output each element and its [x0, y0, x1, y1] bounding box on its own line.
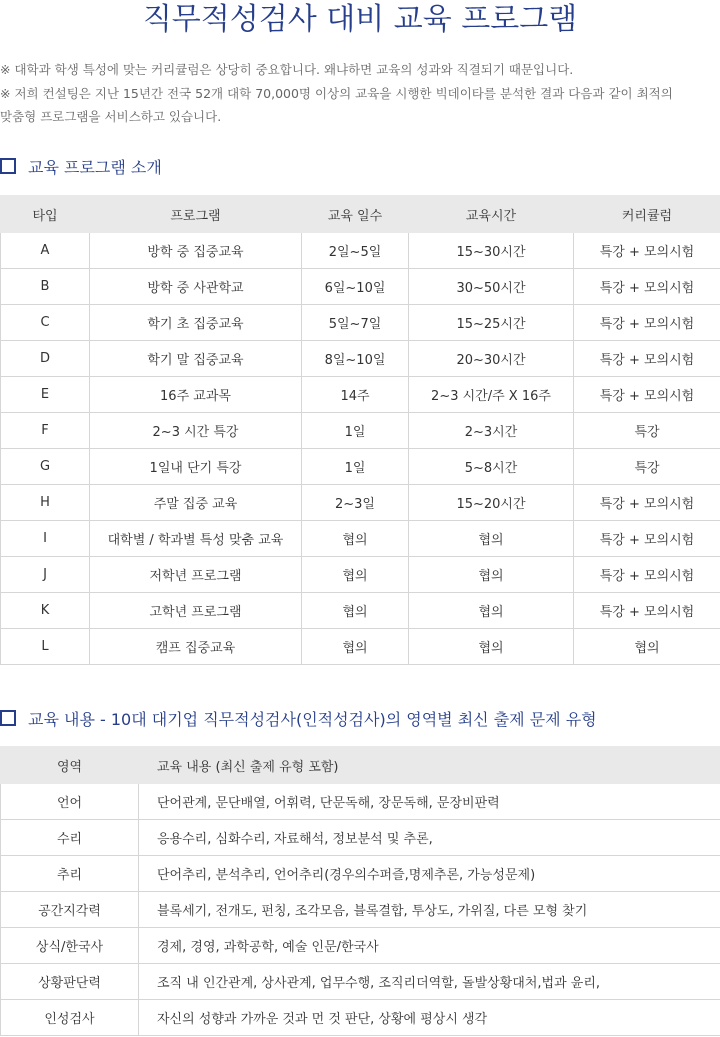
table-cell: 1일내 단기 특강 — [90, 449, 302, 485]
column-header: 교육시간 — [409, 196, 574, 233]
table-cell: 30~50시간 — [409, 269, 574, 305]
table-cell: 저학년 프로그램 — [90, 557, 302, 593]
table-cell: A — [1, 233, 90, 269]
table-row — [1, 964, 720, 1000]
table-cell: 특강 + 모의시험 — [574, 521, 720, 557]
table-cell: 특강 + 모의시험 — [574, 377, 720, 413]
section-title: 교육 프로그램 소개 — [28, 157, 162, 177]
table-cell: 협의 — [302, 629, 409, 665]
table-cell: 고학년 프로그램 — [90, 593, 302, 629]
table-cell: 2~3시간 — [409, 413, 574, 449]
table-cell: 20~30시간 — [409, 341, 574, 377]
table-cell: 블록세기, 전개도, 펀칭, 조각모음, 블록결합, 투상도, 가위질, 다른 모형 찾기 — [139, 892, 720, 928]
table-row — [1, 1000, 720, 1036]
table-cell: 특강 + 모의시험 — [574, 593, 720, 629]
table-cell: 학기 말 집중교육 — [90, 341, 302, 377]
table-cell: 2~3 시간/주 X 16주 — [409, 377, 574, 413]
table-cell: 특강 + 모의시험 — [574, 233, 720, 269]
table-cell: C — [1, 305, 90, 341]
table-cell: 15~30시간 — [409, 233, 574, 269]
table-cell: 단어추리, 분석추리, 언어추리(경우의수퍼즐,명제추론, 가능성문제) — [139, 856, 720, 892]
column-header: 프로그램 — [90, 196, 302, 233]
section-heading-content — [0, 706, 720, 730]
table-cell: 자신의 성향과 가까운 것과 먼 것 판단, 상황에 평상시 생각 — [139, 1000, 720, 1036]
table-cell: 경제, 경영, 과학공학, 예술 인문/한국사 — [139, 928, 720, 964]
table-cell: 협의 — [409, 521, 574, 557]
column-header: 영역 — [1, 747, 139, 784]
table-cell: F — [1, 413, 90, 449]
table-cell: 응용수리, 심화수리, 자료해석, 정보분석 및 추론, — [139, 820, 720, 856]
table-cell: 캠프 집중교육 — [90, 629, 302, 665]
column-header: 교육 내용 (최신 출제 유형 포함) — [139, 747, 720, 784]
intro-notes — [0, 58, 720, 129]
table-cell: 15~20시간 — [409, 485, 574, 521]
page-title: 직무적성검사 대비 교육 프로그램 — [142, 2, 578, 37]
table-cell: 협의 — [574, 629, 720, 665]
table-cell: L — [1, 629, 90, 665]
table-row — [1, 269, 720, 305]
table-cell: 특강 + 모의시험 — [574, 269, 720, 305]
table-cell: 16주 교과목 — [90, 377, 302, 413]
table-cell: 협의 — [409, 593, 574, 629]
table-cell: 협의 — [302, 593, 409, 629]
table-cell: 2~3 시간 특강 — [90, 413, 302, 449]
table-row — [1, 593, 720, 629]
table-cell: 단어관계, 문단배열, 어휘력, 단문독해, 장문독해, 문장비판력 — [139, 784, 720, 820]
table-cell: G — [1, 449, 90, 485]
square-icon — [0, 158, 16, 174]
table-cell: 2일~5일 — [302, 233, 409, 269]
table-cell: 특강 + 모의시험 — [574, 485, 720, 521]
table-cell: 14주 — [302, 377, 409, 413]
table-cell: 협의 — [409, 629, 574, 665]
table-cell: 5일~7일 — [302, 305, 409, 341]
table-cell: 방학 중 집중교육 — [90, 233, 302, 269]
column-header: 커리큘럼 — [574, 196, 720, 233]
column-header: 교육 일수 — [302, 196, 409, 233]
table-row — [1, 233, 720, 269]
square-icon — [0, 710, 16, 726]
table-cell: 협의 — [409, 557, 574, 593]
table-row — [1, 341, 720, 377]
table-cell: H — [1, 485, 90, 521]
note-line: ※ 저희 컨설팅은 지난 15년간 전국 52개 대학 70,000명 이상의 교육을 시행한 빅데이타를 분석한 결과 다음과 같이 최적의 — [0, 85, 673, 101]
table-cell: B — [1, 269, 90, 305]
table-cell: 언어 — [1, 784, 139, 820]
table-cell: 방학 중 사관학교 — [90, 269, 302, 305]
table-cell: 1일 — [302, 413, 409, 449]
table-cell: 협의 — [302, 521, 409, 557]
table-row — [1, 820, 720, 856]
table-row — [1, 305, 720, 341]
table-row — [1, 928, 720, 964]
table-cell: E — [1, 377, 90, 413]
content-table — [0, 746, 720, 1036]
table-cell: 6일~10일 — [302, 269, 409, 305]
section-heading-programs — [0, 154, 720, 178]
table-cell: 특강 — [574, 413, 720, 449]
note-line: ※ 대학과 학생 특성에 맞는 커리큘럼은 상당히 중요합니다. 왜냐하면 교육의 성과와 직결되기 때문입니다. — [0, 62, 574, 77]
table-cell: 5~8시간 — [409, 449, 574, 485]
table-cell: 추리 — [1, 856, 139, 892]
table-cell: K — [1, 593, 90, 629]
table-row — [1, 892, 720, 928]
note-line: 맞춤형 프로그램을 서비스하고 있습니다. — [0, 109, 222, 124]
table-cell: J — [1, 557, 90, 593]
table-cell: 8일~10일 — [302, 341, 409, 377]
table-cell: 공간지각력 — [1, 892, 139, 928]
table-cell: D — [1, 341, 90, 377]
table-cell: 수리 — [1, 820, 139, 856]
table-row — [1, 413, 720, 449]
table-row — [1, 521, 720, 557]
table-cell: 주말 집중 교육 — [90, 485, 302, 521]
table-row — [1, 557, 720, 593]
table-row — [1, 629, 720, 665]
table-cell: 2~3일 — [302, 485, 409, 521]
table-row — [1, 485, 720, 521]
table-cell: 특강 + 모의시험 — [574, 305, 720, 341]
table-header-row — [1, 747, 720, 784]
table-cell: 조직 내 인간관계, 상사관계, 업무수행, 조직리더역할, 돌발상황대처,법과 윤리, — [139, 964, 720, 1000]
program-table — [0, 195, 720, 665]
table-row — [1, 377, 720, 413]
table-cell: 특강 + 모의시험 — [574, 341, 720, 377]
table-header-row — [1, 196, 720, 233]
table-row — [1, 784, 720, 820]
table-cell: 특강 + 모의시험 — [574, 557, 720, 593]
table-cell: 상식/한국사 — [1, 928, 139, 964]
table-cell: 15~25시간 — [409, 305, 574, 341]
table-cell: 특강 — [574, 449, 720, 485]
table-row — [1, 856, 720, 892]
table-cell: I — [1, 521, 90, 557]
table-cell: 인성검사 — [1, 1000, 139, 1036]
table-cell: 학기 초 집중교육 — [90, 305, 302, 341]
column-header: 타입 — [1, 196, 90, 233]
table-cell: 대학별 / 학과별 특성 맞춤 교육 — [90, 521, 302, 557]
table-row — [1, 449, 720, 485]
table-cell: 상황판단력 — [1, 964, 139, 1000]
table-cell: 협의 — [302, 557, 409, 593]
section-title: 교육 내용 - 10대 대기업 직무적성검사(인적성검사)의 영역별 최신 출제 문제 유형 — [28, 709, 597, 729]
table-cell: 1일 — [302, 449, 409, 485]
